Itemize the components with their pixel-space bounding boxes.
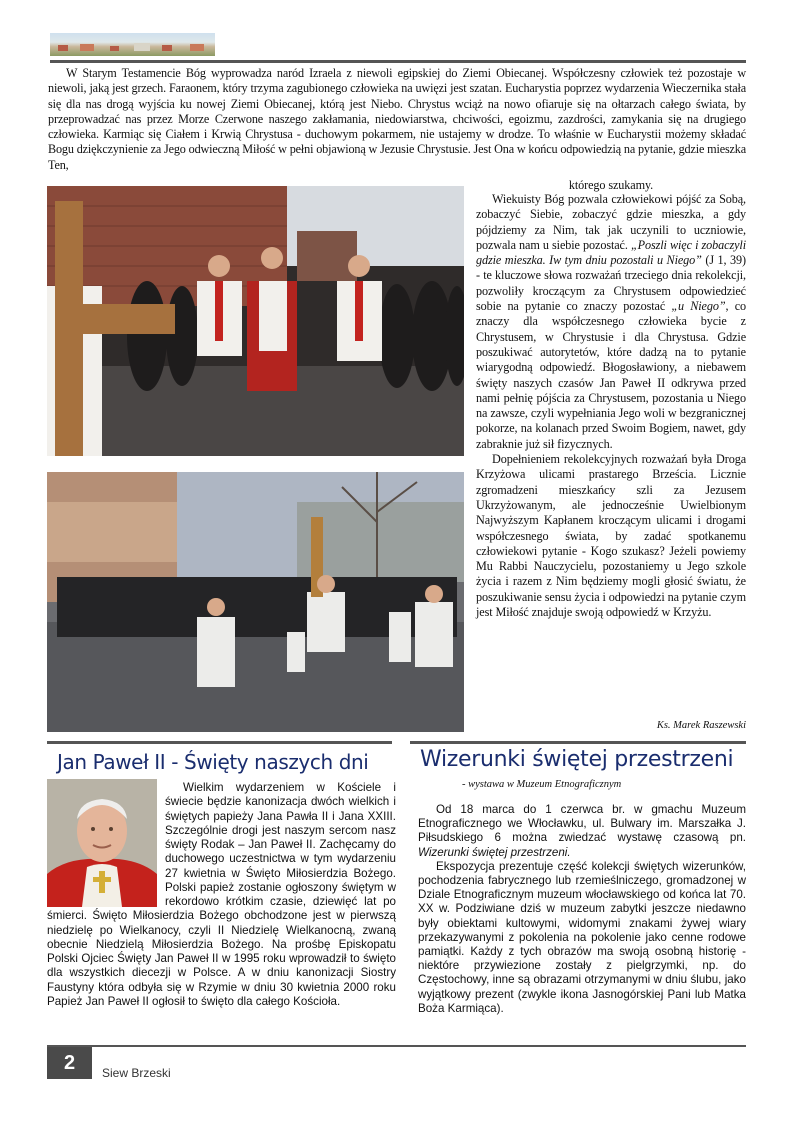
article-subtitle-wizerunki: - wystawa w Muzeum Etnograficznym — [462, 779, 622, 790]
wizerunki-paragraph-1: Od 18 marca do 1 czerwca br. w gmachu Muzeum Etnograficznego we Włocławku, ul. Bulwary im. Marszałka J. Piłsudskiego 6 można zwiedzać wystawę czasową pn. Wizerunki świętej przestrzeni. — [418, 803, 746, 859]
intro-text — [48, 66, 746, 173]
article-title-jan-pawel: Jan Paweł II - Święty naszych dni — [57, 750, 369, 774]
author-signature: Ks. Marek Raszewski — [656, 720, 746, 731]
intro-paragraph: W Starym Testamencie Bóg wyprowadza naród Izraela z niewoli egipskiej do Ziemi Obiecanej. Współczesny człowiek też pozostaje w niewoli, jaką jest grzech. Faraonem, który trzyma zagubionego człowieka na uwięzi jest szatan. Eucharystia poprzez wydarzenia Wieczernika stała się dla nas drogą wyjścia ku nowej Ziemi Obiecanej, którą jest Niebo. Chrystus wciąż na nowo ofiaruje się na ołtarzach całego świata, by przeprowadzać nas przez Morze Czerwone naszego zakłamania, niedowiarstwa, chciwości, egoizmu, zazdrości, zamykania się na drugiego człowieka. Karmiąc się Ciałem i Krwią Chrystusa - duchowym pokarmem, nie ustajemy w drodze. To właśnie w Eucharystii możemy składać Bogu dziękczynienie za Jego odwieczną Miłość w pełni objawioną w Jezusie Chrystusie. Jest Ona w końcu odpowiedzią na pytanie, gdzie mieszka Ten, — [48, 66, 747, 172]
footer-rule — [47, 1045, 746, 1047]
article-title-wizerunki: Wizerunki świętej przestrzeni — [420, 747, 734, 772]
jan-pawel-paragraph: Wielkim wydarzeniem w Kościele i świecie będzie kanonizacja dwóch wielkich i świętych papieży Jana Pawła II i Jana XXIII. Szczególnie drogi jest naszym sercom nasz święty Rodak – Jan Paweł II. Zachęcamy do duchowego uczestnictwa w tym wydarzeniu 27 kwietnia w Święto Miłosierdzia Bożego. Polski papież zostanie ogłoszony świętym w rekordowo krótkim czasie, dziewięć lat po śmierci. Święto Miłosierdzia Bożego obchodzone jest w pierwszą niedzielę po Wielkanocy, czyli II Niedzielę Wielkanocną, zwaną obecnie Niedzielą Miłosierdzia Bożego. Na prośbę Episkopatu Polski Ojciec Święty Jan Paweł II w 1995 roku wprowadził to święto dla wszystkich diecezji w Polsce. A w dniu kanonizacji Siostry Faustyny która odbyła się w Rzymie w dniu 30 kwietnia 2000 roku Papież Jan Paweł II ogłosił to święto dla całego Kościoła. — [47, 781, 396, 1008]
page-number: 2 — [47, 1047, 92, 1079]
header-rule — [50, 60, 746, 63]
right-column-text — [476, 178, 746, 620]
quote-john: „Poszli więc i zobaczyli gdzie mieszka. Iw tym dniu pozostali u Niego” — [476, 237, 746, 268]
paragraph-reflection: Wiekuisty Bóg pozwala człowiekowi pójść za Sobą, zobaczyć Siebie, zobaczyć gdzie mieszka, a gdy pójdziemy za Nim, tak jak uczynili to uczniowie, pozwala nam u siebie pozostać. „Poszli więc i zobaczyli gdzie mieszka. Iw tym dniu pozostali u Niego” (J 1, 39) - te kluczowe słowa rozważań trzeciego dnia rekolekcji, pozwoliły kroczącym za Chrystusem odpowiedzieć sobie na pytanie co znaczy pozostać „u Niego”, co znaczy dla współczesnego człowieka bycie z Chrystusem, w Chrystusie i dla Chrystusa. Gdzie poszukiwać autorytetów, które dadzą na to pytanie wiarygodną odpowiedź. Błogosławiony, a niebawem święty naszych czasów Jan Paweł II odkrywa przed nami pełnię pójścia za Chrystusem, pozostania u Niego na zawsze, czyli wypełniania Jego woli w bezgranicznej pokorze, na kolanach przed Swoim Bogiem, nawet, gdy zabraknie już sił fizycznych. — [476, 192, 746, 451]
header-logo-image — [50, 33, 215, 56]
paragraph-way-of-cross: Dopełnieniem rekolekcyjnych rozważań była Droga Krzyżowa ulicami prastarego Brześcia. Licznie zgromadzeni mieszkańcy szli za Jezusem Ukrzyżowanym, ale jednocześnie Uwielbionym Najwyższym Kapłanem kroczącym ulicami i drogami współczesnego świata, by zadać spotkanemu człowiekowi pytanie - Kogo szukasz? Jeżeli powiemy Mu Rabbi Nauczycielu, pozostaniemy u Jego szkole życia i razem z Nim będziemy mogli głosić światu, że poszukiwanie sensu życia i odpowiedzi na pytanie czym jest Miłość znajduje swoją odpowiedź w Krzyżu. — [476, 452, 746, 620]
magazine-name: Siew Brzeski — [102, 1066, 171, 1080]
article-jan-pawel-text — [47, 781, 396, 1009]
continuation-line: którego szukamy. — [568, 178, 654, 192]
photo-priests-with-cross — [47, 186, 464, 456]
wizerunki-paragraph-2: Ekspozycja prezentuje część kolekcji świętych wizerunków, pochodzenia fabrycznego lub rzemieślniczego, gromadzonej w Dziale Etnograficznym muzeum włocławskiego od końca lat 70. XX w. Podziwiane dziś w muzeum zabytki jeszcze niedawno były obiektami kultowymi, widomymi znakami żywej wiary przekazywanymi z pokolenia na pokolenie jako cenne rodowe pamiątki. Każdy z tych obrazów ma swoją osobną historię - niektóre przywiezione zostały z pielgrzymki, np. do Częstochowy, inne są obrazami otrzymanymi w dniu ślubu, jako wyjątkowy prezent (zwykle ikona Jasnogórskiej Pani lub Matka Boża Karmiąca). — [418, 859, 746, 1015]
quote-u-niego: „u Niego” — [671, 299, 726, 314]
article-wizerunki-text — [418, 803, 746, 1016]
section-rule-left — [47, 741, 392, 744]
section-rule-right — [410, 741, 746, 744]
exhibition-name: Wizerunki świętej przestrzeni. — [418, 845, 571, 859]
photo-way-of-the-cross — [47, 472, 464, 732]
